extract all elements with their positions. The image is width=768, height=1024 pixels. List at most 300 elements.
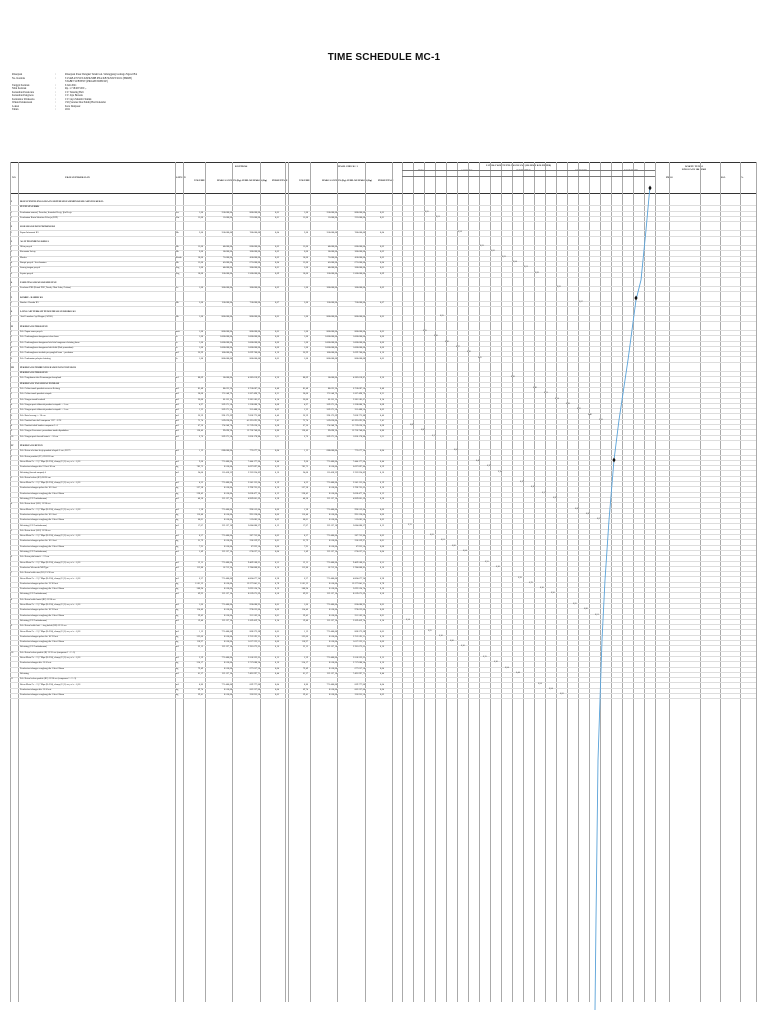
- row-harga: 8.550,00: [223, 492, 232, 495]
- row-jumlah: 1.000.000,00: [247, 336, 260, 339]
- row-persen: 0,04: [274, 667, 279, 670]
- info-colon: :: [55, 94, 56, 98]
- row-satuan: kg: [176, 641, 179, 644]
- row-volume-mc: 4,97: [303, 403, 308, 406]
- row-volume: 69,74: [197, 688, 203, 691]
- row-satuan: unit: [176, 331, 180, 333]
- row-persen-mc: 0,16: [379, 635, 384, 638]
- row-uraian: Peralatan P3K (Kotak P3K, Tandu, Obat Luka, Perban): [20, 287, 71, 290]
- row-persen: 0,05: [274, 604, 279, 606]
- row-persen-mc: 0,16: [379, 352, 384, 355]
- row-satuan: Bh: [176, 316, 179, 319]
- row-uraian: Pek. Papan nama proyek: [20, 331, 43, 333]
- row-volume: 60,01: [197, 519, 203, 522]
- row-harga: 8.550,00: [223, 609, 232, 612]
- row-jumlah: 220.339,97: [249, 540, 260, 543]
- row-volume-mc: 314,17: [301, 662, 308, 665]
- row-jumlah-mc: 300.000,00: [354, 287, 365, 290]
- row-uraian: Pek. Beton balok atas (B1) 15/30 cm: [20, 572, 54, 575]
- row-schedule-bar: 0,03: [480, 245, 484, 248]
- header-satuan: SATUAN: [176, 176, 186, 179]
- info-key: Pekerjaan: [12, 73, 23, 76]
- table-row: [10, 357, 756, 362]
- row-harga-mc: 775.400,00: [326, 460, 337, 463]
- row-volume-mc: 1,00: [303, 287, 308, 290]
- row-jumlah-mc: 600.000,00: [354, 246, 365, 249]
- row-schedule-bar: 0,16: [494, 661, 498, 664]
- row-persen-mc: 0,16: [379, 662, 384, 665]
- row-divider: [10, 221, 756, 222]
- row-jumlah: 772.677,24: [249, 450, 260, 453]
- row-harga-mc: 8.550,00: [328, 513, 337, 516]
- row-volume: 118,97: [196, 641, 203, 644]
- row-volume: 22,12: [197, 646, 203, 649]
- row-volume: 39,41: [197, 694, 203, 697]
- row-no: 1: [11, 211, 13, 214]
- row-schedule-bar: 0,78: [529, 581, 533, 584]
- row-persen: 0,02: [274, 409, 279, 412]
- info-value: 150 (Seratus Dua Puluh) Hari Kalender: [65, 101, 106, 105]
- row-harga: 150.000,00: [221, 301, 232, 304]
- row-schedule-bar: 0,39: [487, 465, 491, 468]
- row-jumlah-mc: 287.753,80: [354, 535, 365, 538]
- row-persen: 0,40: [274, 388, 279, 390]
- row-satuan: m3: [176, 577, 179, 580]
- row-persen: 0,07: [274, 301, 279, 304]
- row-persen-mc: 0,14: [379, 619, 384, 622]
- row-uraian: Pek. Pembongkaran bangunan kaki-kaki (Bak penandaan): [20, 346, 74, 349]
- row-jumlah-mc: 677.657,50: [354, 667, 365, 670]
- row-schedule-bar: 0,05: [573, 603, 577, 605]
- row-schedule-bar: 0,06: [445, 340, 449, 343]
- row-no: 6: [11, 357, 13, 360]
- row-no: II: [11, 325, 13, 328]
- row-persen-mc: 0,28: [379, 498, 384, 500]
- info-value: CV. Jaya Bersatu: [65, 94, 83, 98]
- row-persen-mc: 0,06: [379, 609, 384, 612]
- row-schedule-bar: 0,19: [520, 481, 524, 484]
- row-jumlah-mc: 11.719.630,36: [351, 425, 365, 428]
- row-volume-mc: 67,26: [302, 425, 308, 428]
- page-title: TIME SCHEDULE MC-1: [327, 52, 441, 63]
- row-volume: 1,00: [198, 346, 203, 349]
- table-row: [10, 301, 756, 306]
- row-satuan: kg: [176, 487, 179, 490]
- row-persen: 0,12: [274, 524, 279, 527]
- row-harga-mc: 115.458,33: [326, 471, 337, 474]
- row-volume-mc: 79,49: [302, 667, 308, 670]
- row-harga-mc: 80.635,20: [327, 388, 337, 390]
- row-jumlah-mc: 800.000,00: [354, 331, 365, 333]
- row-volume-mc: 1,32: [303, 409, 308, 412]
- row-persen-mc: 0,12: [379, 492, 384, 495]
- row-volume-mc: 30,00: [302, 393, 308, 396]
- row-persen: 0,06: [274, 336, 279, 339]
- row-uraian: Beton Mutu Fc = 21,7 Mpa (K-250), slump (12,2) cm, w/c = 0,56: [20, 482, 81, 485]
- row-persen-mc: 0,50: [379, 593, 384, 596]
- row-uraian: Bekisting (2/3 Pembaharuan): [20, 646, 47, 649]
- row-persen: 0,04: [274, 683, 279, 686]
- row-persen-mc: 0,12: [379, 524, 384, 527]
- row-uraian: Pek. Pembongkaran tembok penyangkal lama + pembatas: [20, 352, 74, 355]
- row-harga: 8.550,00: [223, 614, 232, 617]
- row-jumlah-mc: 2.693.534,74: [352, 588, 365, 591]
- table-row: [10, 315, 756, 320]
- row-no: 3: [11, 256, 13, 259]
- row-satuan: Bh: [176, 301, 179, 304]
- row-harga-mc: 175.548,79: [326, 393, 337, 396]
- info-key: Tahun: [12, 108, 19, 112]
- row-schedule-bar: 0,05: [440, 315, 444, 318]
- row-persen: 0,04: [274, 231, 279, 234]
- row-jumlah-mc: 750.000,00: [354, 301, 365, 304]
- row-persen: 0,01: [274, 614, 279, 617]
- header-sisa: SISA: [720, 176, 726, 179]
- row-uraian: Pek. Batu kosong t = 20 cm: [20, 414, 46, 417]
- row-volume-mc: 1,00: [303, 336, 308, 339]
- row-jumlah: 6.758.087,50: [247, 388, 260, 390]
- row-harga: 1.000.000,00: [219, 346, 232, 349]
- row-harga: 50.000,00: [222, 251, 232, 254]
- row-jumlah: 67.922,50: [250, 545, 260, 548]
- info-colon: :: [55, 108, 56, 112]
- row-persen-mc: 0,11: [380, 435, 384, 438]
- row-harga: 269.271,58: [221, 435, 232, 438]
- row-schedule-bar: 0,46: [588, 413, 592, 416]
- row-persen-mc: 0,14: [379, 398, 384, 401]
- row-jumlah: 3.345.155,64: [247, 482, 260, 485]
- row-divider: [10, 440, 756, 441]
- row-jumlah: 13.377.841,31: [246, 582, 260, 585]
- row-jumlah: 287.753,80: [249, 535, 260, 538]
- row-schedule-bar: 0,09: [535, 271, 539, 274]
- row-persen-mc: 0,80: [379, 430, 384, 433]
- row-harga-mc: 150.000,00: [326, 301, 337, 304]
- row-persen: 0,78: [274, 582, 279, 585]
- row-schedule-bar: 0,05: [423, 330, 427, 332]
- row-persen: 0,06: [274, 641, 279, 644]
- row-volume-mc: 5,00: [303, 267, 308, 270]
- row-no: 4: [11, 346, 13, 349]
- row-harga-mc: 8.550,00: [328, 609, 337, 612]
- row-satuan: Psg: [176, 267, 180, 270]
- row-schedule-bar: 0,07: [456, 345, 460, 348]
- row-jumlah-mc: 800.000,00: [354, 357, 365, 360]
- row-harga: 775.400,00: [221, 561, 232, 564]
- row-volume: 314,17: [196, 662, 203, 665]
- row-volume: 79,49: [197, 667, 203, 670]
- row-persen: 0,04: [274, 262, 279, 264]
- row-no: 6: [11, 311, 13, 314]
- row-satuan: m2: [176, 551, 179, 553]
- row-persen: 2,41: [274, 419, 279, 422]
- row-schedule-bar: 0,01: [524, 266, 528, 269]
- row-uraian: LAIN-LAIN TERKAIT PENGENDALIAN RESIKO K3: [20, 311, 76, 314]
- row-volume-mc: 39,41: [302, 694, 308, 697]
- row-volume: 238,42: [196, 492, 203, 495]
- row-uraian: ALAT PELINDUNG KERJA: [20, 240, 49, 243]
- row-jumlah-mc: 41.391.095,98: [351, 419, 365, 422]
- row-volume-mc: 4,32: [303, 482, 308, 485]
- info-key: Waktu Pelaksanaan: [12, 101, 33, 105]
- row-jumlah-mc: 67.922,50: [355, 545, 365, 548]
- row-jumlah: 700.000,00: [249, 231, 260, 234]
- row-harga: 8.550,00: [223, 588, 232, 591]
- row-jumlah: 2.550.332,65: [247, 657, 260, 659]
- info-colon: :: [55, 97, 56, 101]
- header-jumlah-2: JUMLAH HARGA (Rp): [347, 179, 372, 182]
- header-jadwal: JANGKA WAKTU PELAKSANAAN (120 HARI KALENDER): [486, 164, 552, 167]
- row-persen: 0,01: [274, 540, 279, 543]
- row-uraian: Pek. Beton plat lantai t = 12 cm: [20, 556, 50, 559]
- row-harga: 8.550,00: [223, 688, 232, 691]
- row-no: 6: [11, 414, 13, 417]
- row-satuan: m3: [176, 683, 179, 686]
- row-volume: 1,00: [198, 211, 203, 214]
- row-uraian: PEKERJAAN PEMBUATAN BANGUNAN PANTARAN: [20, 366, 77, 369]
- header-pct: %: [741, 176, 744, 179]
- row-no: 6: [11, 272, 13, 275]
- row-jumlah: 2.784.808,85: [247, 566, 260, 569]
- row-volume: 1,28: [198, 508, 203, 511]
- row-jumlah: 669.777,00: [249, 683, 260, 686]
- row-uraian: Pek. Pembongkaran bangunan lain-lain bangunan eksisting lama: [20, 341, 80, 344]
- row-jumlah-mc: 978.633,00: [354, 609, 365, 612]
- row-no: 4: [11, 503, 13, 506]
- row-jumlah-mc: 220.339,97: [354, 540, 365, 543]
- row-uraian: Pembesian tulangan sengkang dia. 8 besi 20mm: [20, 614, 65, 617]
- row-volume-mc: 1,12: [303, 450, 308, 453]
- row-schedule-bar: 0,04: [538, 682, 542, 685]
- row-persen: 0,16: [274, 662, 279, 665]
- row-uraian: Papan Informasi K3: [20, 231, 39, 234]
- info-value: Rp. 1.718.997.000 ,-: [65, 87, 87, 91]
- row-harga-mc: 8.550,00: [328, 582, 337, 585]
- row-volume: 4,97: [198, 403, 203, 406]
- row-jumlah-mc: 1.000.000,00: [352, 336, 365, 339]
- row-persen-mc: 2,41: [379, 419, 384, 422]
- row-jumlah: 2.798.735,62: [247, 487, 260, 490]
- row-persen-mc: 0,01: [379, 614, 384, 617]
- row-uraian: Pembesian tulangan dia. 10 # besi: [20, 662, 52, 665]
- row-persen-mc: 0,16: [379, 646, 384, 649]
- row-schedule-bar: 0,02: [560, 693, 564, 696]
- row-volume: 30,00: [197, 393, 203, 396]
- table-row: [10, 693, 756, 698]
- row-harga: 8.550,00: [223, 667, 232, 670]
- row-jumlah: 820.080,92: [249, 604, 260, 606]
- row-persen: 0,14: [274, 398, 279, 401]
- row-schedule-bar: 0,50: [551, 592, 555, 595]
- row-volume: 19,40: [197, 619, 203, 622]
- row-persen: 0,14: [274, 619, 279, 622]
- row-persen: 0,19: [274, 482, 279, 485]
- row-volume: 24,00: [197, 471, 203, 474]
- info-key: Lokasi: [12, 104, 20, 108]
- row-harga: 175.548,79: [221, 393, 232, 396]
- row-no: 5: [11, 267, 13, 270]
- row-volume-mc: 1,00: [303, 341, 308, 344]
- row-uraian: Pembuatan Kartu Identitas Pekerja (KIP): [20, 216, 58, 219]
- row-satuan: m3: [176, 430, 179, 433]
- row-uraian: Sepatu proyek: [20, 272, 34, 275]
- row-no: 1: [11, 388, 13, 390]
- row-harga: 122.137,10: [221, 524, 232, 527]
- info-value: Pekerjaan Pasar Dangkal Tanah Gal. Sidanggung Gulnaga Ngawi Bal: [65, 73, 138, 76]
- info-row: [12, 108, 137, 112]
- row-harga-mc: 66.155,16: [327, 398, 337, 401]
- row-harga: 775.400,00: [221, 657, 232, 659]
- row-volume: 116,40: [196, 513, 203, 516]
- row-no: I: [11, 201, 12, 203]
- row-volume: 3,29: [198, 657, 203, 659]
- row-jumlah: 978.633,00: [249, 609, 260, 612]
- row-schedule-bar: 0,14: [555, 397, 559, 400]
- row-jumlah: 800.000,00: [249, 316, 260, 319]
- row-persen: 0,12: [274, 492, 279, 495]
- row-harga-mc: 174.248,78: [326, 425, 337, 428]
- row-persen-mc: 0,04: [379, 667, 384, 670]
- row-jumlah-mc: 2.763.934,82: [352, 471, 365, 474]
- row-jumlah-mc: 700.000,00: [354, 231, 365, 234]
- row-harga-mc: 122.137,10: [326, 593, 337, 596]
- row-persen-mc: 0,16: [379, 566, 384, 569]
- header-prog: PROG: [666, 176, 673, 179]
- row-satuan: kg: [176, 582, 179, 585]
- row-jumlah-mc: 300.000,00: [354, 251, 365, 254]
- row-satuan: m3: [176, 450, 179, 453]
- row-schedule-bar: 0,44: [516, 671, 520, 674]
- row-persen-mc: 0,15: [379, 657, 384, 659]
- row-satuan: m3: [176, 561, 179, 564]
- row-satuan: m3: [176, 657, 179, 659]
- row-uraian: Pembesian tulangan polos dia. 10 # besi: [20, 513, 57, 516]
- row-uraian: Beton Mutu Fc = 21,7 Mpa (K-250), slump (12,2) cm, w/c = 0,56: [20, 604, 81, 606]
- row-satuan: ls: [176, 357, 178, 360]
- row-uraian: Pek. Pembuatan pelapis eksisting: [20, 357, 51, 360]
- row-harga-mc: 8.550,00: [328, 662, 337, 665]
- row-uraian: Beton Mutu Fc = 21,7 Mpa (K-250), slump (12,2) cm, w/c = 0,56: [20, 508, 81, 511]
- row-schedule-bar: 0,28: [518, 576, 522, 579]
- row-persen-mc: 0,39: [379, 466, 384, 469]
- row-satuan: m3: [176, 403, 179, 406]
- header-mc: HASIL CHECK / 1: [338, 165, 358, 168]
- row-harga: 269.271,58: [221, 409, 232, 412]
- row-divider: [10, 236, 756, 237]
- row-jumlah: 2.369.459,74: [247, 619, 260, 622]
- row-uraian: Bekisting (2/3 Pembaharuan): [20, 551, 47, 553]
- row-volume: 4,32: [198, 482, 203, 485]
- info-colon: :: [55, 73, 56, 76]
- row-uraian: Pek. Urugan pasir bawah lantai t = 10 cm: [20, 435, 59, 438]
- row-harga-mc: 775.400,00: [326, 630, 337, 633]
- row-harga-mc: 8.550,00: [328, 487, 337, 490]
- row-no: 1: [11, 231, 13, 234]
- row-harga-mc: 8.550,00: [328, 540, 337, 543]
- row-uraian: RAMBU - RAMBU K3: [20, 296, 43, 299]
- row-volume-mc: 1,12: [303, 630, 308, 633]
- row-volume: 1,32: [198, 409, 203, 412]
- row-schedule-bar: 0,04: [458, 230, 462, 233]
- grid-column-line: [756, 162, 757, 1002]
- row-jumlah: 513.085,50: [249, 519, 260, 522]
- row-volume-mc: 1,00: [303, 316, 308, 319]
- project-info: [12, 73, 137, 112]
- info-colon: :: [55, 83, 56, 87]
- row-satuan: m3: [176, 482, 179, 485]
- row-harga: 8.550,00: [223, 545, 232, 548]
- row-uraian: Beton Mutu Fc = 21,7 Mpa (K-250), slump (12,2) cm, w/c = 0,56: [20, 535, 81, 538]
- row-schedule-bar: 0,03: [597, 518, 601, 521]
- row-uraian: Pembesian tulangan sengkang dia. 8 besi 20mm: [20, 492, 65, 495]
- row-schedule-bar: 0,16: [439, 634, 443, 637]
- row-volume-mc: 7,95: [303, 545, 308, 548]
- row-harga: 298.173,69: [221, 414, 232, 417]
- row-divider: [10, 291, 756, 292]
- row-jumlah: 800.000,00: [249, 357, 260, 360]
- row-jumlah-mc: 800.000,00: [354, 316, 365, 319]
- row-jumlah: 4.864.077,24: [247, 577, 260, 580]
- row-no: IV: [11, 445, 14, 447]
- row-satuan: kg: [176, 540, 179, 543]
- row-volume-mc: 6,27: [303, 577, 308, 580]
- row-uraian: Beton Mutu Fc = 21,7 Mpa (K-250), slump (12,2) cm, w/c = 0,56: [20, 460, 81, 463]
- row-volume: 114,46: [196, 609, 203, 612]
- row-harga-mc: 250.000,00: [326, 211, 337, 214]
- row-persen-mc: 0,04: [379, 688, 384, 691]
- row-jumlah-mc: 251.563,50: [354, 614, 365, 617]
- row-schedule-bar: 0,02: [430, 534, 434, 537]
- row-harga-mc: 15.000,00: [327, 216, 337, 219]
- grid-row-line: [402, 176, 655, 177]
- row-uraian: Pembesian tulangan polos dia. 10 # besi: [20, 540, 57, 543]
- row-satuan: kg: [176, 614, 179, 617]
- row-persen-mc: 0,40: [379, 388, 384, 390]
- row-satuan: m2: [176, 352, 179, 355]
- header-persen-2: PERSENTASE: [378, 179, 394, 182]
- row-no: 2: [11, 336, 13, 339]
- row-persen-mc: 0,06: [379, 508, 384, 511]
- row-jumlah-mc: 2.717.080,24: [352, 662, 365, 665]
- row-persen: 0,16: [274, 471, 279, 474]
- row-schedule-bar: 0,28: [553, 497, 557, 499]
- row-harga-mc: 775.400,00: [326, 535, 337, 538]
- row-volume-mc: 22,12: [302, 646, 308, 649]
- row-schedule-bar: 0,04: [463, 550, 467, 552]
- row-volume: 61,37: [197, 672, 203, 675]
- row-persen-mc: 0,55: [379, 561, 384, 564]
- row-jumlah: 603.237,00: [249, 688, 260, 691]
- row-persen: 0,06: [274, 508, 279, 511]
- row-jumlah: 2.038.477,10: [247, 492, 260, 495]
- row-jumlah-mc: 2.699.700,00: [352, 352, 365, 355]
- row-jumlah: 1.000.000,00: [247, 346, 260, 349]
- row-volume: 9,60: [198, 460, 203, 463]
- row-no: 5: [11, 296, 13, 299]
- row-schedule-bar: 0,14: [406, 618, 410, 621]
- info-key: Nilai Kontrak: [12, 87, 27, 91]
- row-volume-mc: 25,79: [302, 540, 308, 543]
- row-persen: 0,28: [274, 498, 279, 500]
- row-uraian: Pek. Beton kolom praktis (K1) 15/20 cm (campuran 1 : 2 : 3): [20, 678, 77, 681]
- row-schedule-bar: 0,40: [533, 387, 537, 389]
- row-jumlah: 1.000.000,00: [247, 341, 260, 344]
- header-persen: PERSENTASE: [272, 179, 288, 182]
- row-schedule-bar: 0,04: [549, 687, 553, 690]
- row-volume-mc: 19,40: [302, 619, 308, 622]
- row-satuan: kg: [176, 667, 179, 670]
- row-volume-mc: 12,15: [302, 561, 308, 564]
